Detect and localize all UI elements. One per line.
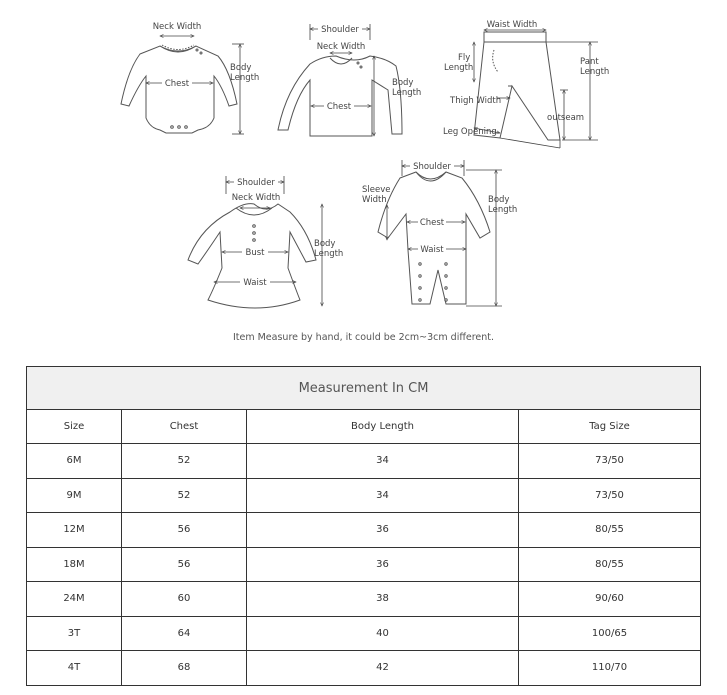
label-waist-width: Waist Width [486, 20, 538, 30]
table-row [27, 616, 701, 651]
label-neck-width: Neck Width [231, 193, 281, 203]
label-waist: Waist [420, 245, 444, 255]
label-body-length-2: Length [488, 205, 518, 215]
label-chest: Chest [164, 79, 190, 89]
table-cell: 9M [27, 478, 122, 513]
label-pant-length-1: Pant [580, 57, 599, 67]
label-neck-width: Neck Width [152, 22, 202, 32]
size-table [26, 366, 701, 686]
label-thigh-width: Thigh Width [450, 96, 502, 106]
table-cell: 68 [122, 651, 247, 686]
label-chest: Chest [326, 102, 352, 112]
label-body-length-1: Body [230, 63, 252, 73]
table-cell: 56 [122, 547, 247, 582]
table-cell: 12M [27, 513, 122, 548]
table-cell: 38 [247, 582, 519, 617]
pants-diagram [474, 32, 560, 140]
label-outseam: outseam [547, 113, 585, 123]
label-fly-length-1: Fly [458, 53, 471, 63]
label-chest: Chest [419, 218, 445, 228]
table-cell: 4T [27, 651, 122, 686]
table-row [27, 547, 701, 582]
table-row [27, 513, 701, 548]
label-bust: Bust [245, 248, 265, 258]
table-cell: 36 [247, 513, 519, 548]
table-cell: 73/50 [519, 478, 701, 513]
table-header-row [27, 410, 701, 444]
table-cell: 56 [122, 513, 247, 548]
table-cell: 80/55 [519, 547, 701, 582]
garment-measurement-diagrams [0, 0, 727, 320]
label-waist: Waist [243, 278, 267, 288]
table-cell: 100/65 [519, 616, 701, 651]
measurement-arrows [146, 24, 598, 306]
label-body-length-1: Body [488, 195, 510, 205]
table-cell: 52 [122, 478, 247, 513]
label-shoulder: Shoulder [321, 25, 359, 35]
romper-diagram [378, 172, 490, 304]
bodysuit-diagram [121, 45, 237, 133]
table-cell: 90/60 [519, 582, 701, 617]
table-cell: 36 [247, 547, 519, 582]
table-cell: 24M [27, 582, 122, 617]
table-cell: 60 [122, 582, 247, 617]
label-neck-width: Neck Width [316, 42, 366, 52]
table-cell: 3T [27, 616, 122, 651]
label-sleeve-width-1: Sleeve [362, 185, 391, 195]
table-cell: 34 [247, 444, 519, 479]
column-header: Chest [122, 410, 247, 444]
column-header: Body Length [247, 410, 519, 444]
label-leg-opening: Leg Opening [443, 127, 497, 137]
label-body-length-2: Length [314, 249, 344, 259]
label-body-length-2: Length [230, 73, 260, 83]
table-row [27, 651, 701, 686]
label-shoulder: Shoulder [413, 162, 451, 172]
measure-note: Item Measure by hand, it could be 2cm~3cm different. [232, 332, 495, 343]
table-cell: 52 [122, 444, 247, 479]
label-fly-length-2: Length [444, 63, 474, 73]
label-body-length-2: Length [392, 88, 422, 98]
table-row [27, 444, 701, 479]
table-cell: 73/50 [519, 444, 701, 479]
label-sleeve-width-2: Width [362, 195, 387, 205]
table-cell: 34 [247, 478, 519, 513]
table-cell: 110/70 [519, 651, 701, 686]
table-cell: 64 [122, 616, 247, 651]
label-shoulder: Shoulder [237, 178, 275, 188]
table-row [27, 478, 701, 513]
table-title: Measurement In CM [27, 367, 701, 410]
table-cell: 42 [247, 651, 519, 686]
label-pant-length-2: Length [580, 67, 610, 77]
table-cell: 6M [27, 444, 122, 479]
table-cell: 40 [247, 616, 519, 651]
table-cell: 80/55 [519, 513, 701, 548]
table-row [27, 582, 701, 617]
column-header: Tag Size [519, 410, 701, 444]
table-cell: 18M [27, 547, 122, 582]
label-body-length-1: Body [392, 78, 414, 88]
column-header: Size [27, 410, 122, 444]
shirt-diagram [278, 56, 402, 136]
table-body [27, 444, 701, 686]
label-body-length-1: Body [314, 239, 336, 249]
